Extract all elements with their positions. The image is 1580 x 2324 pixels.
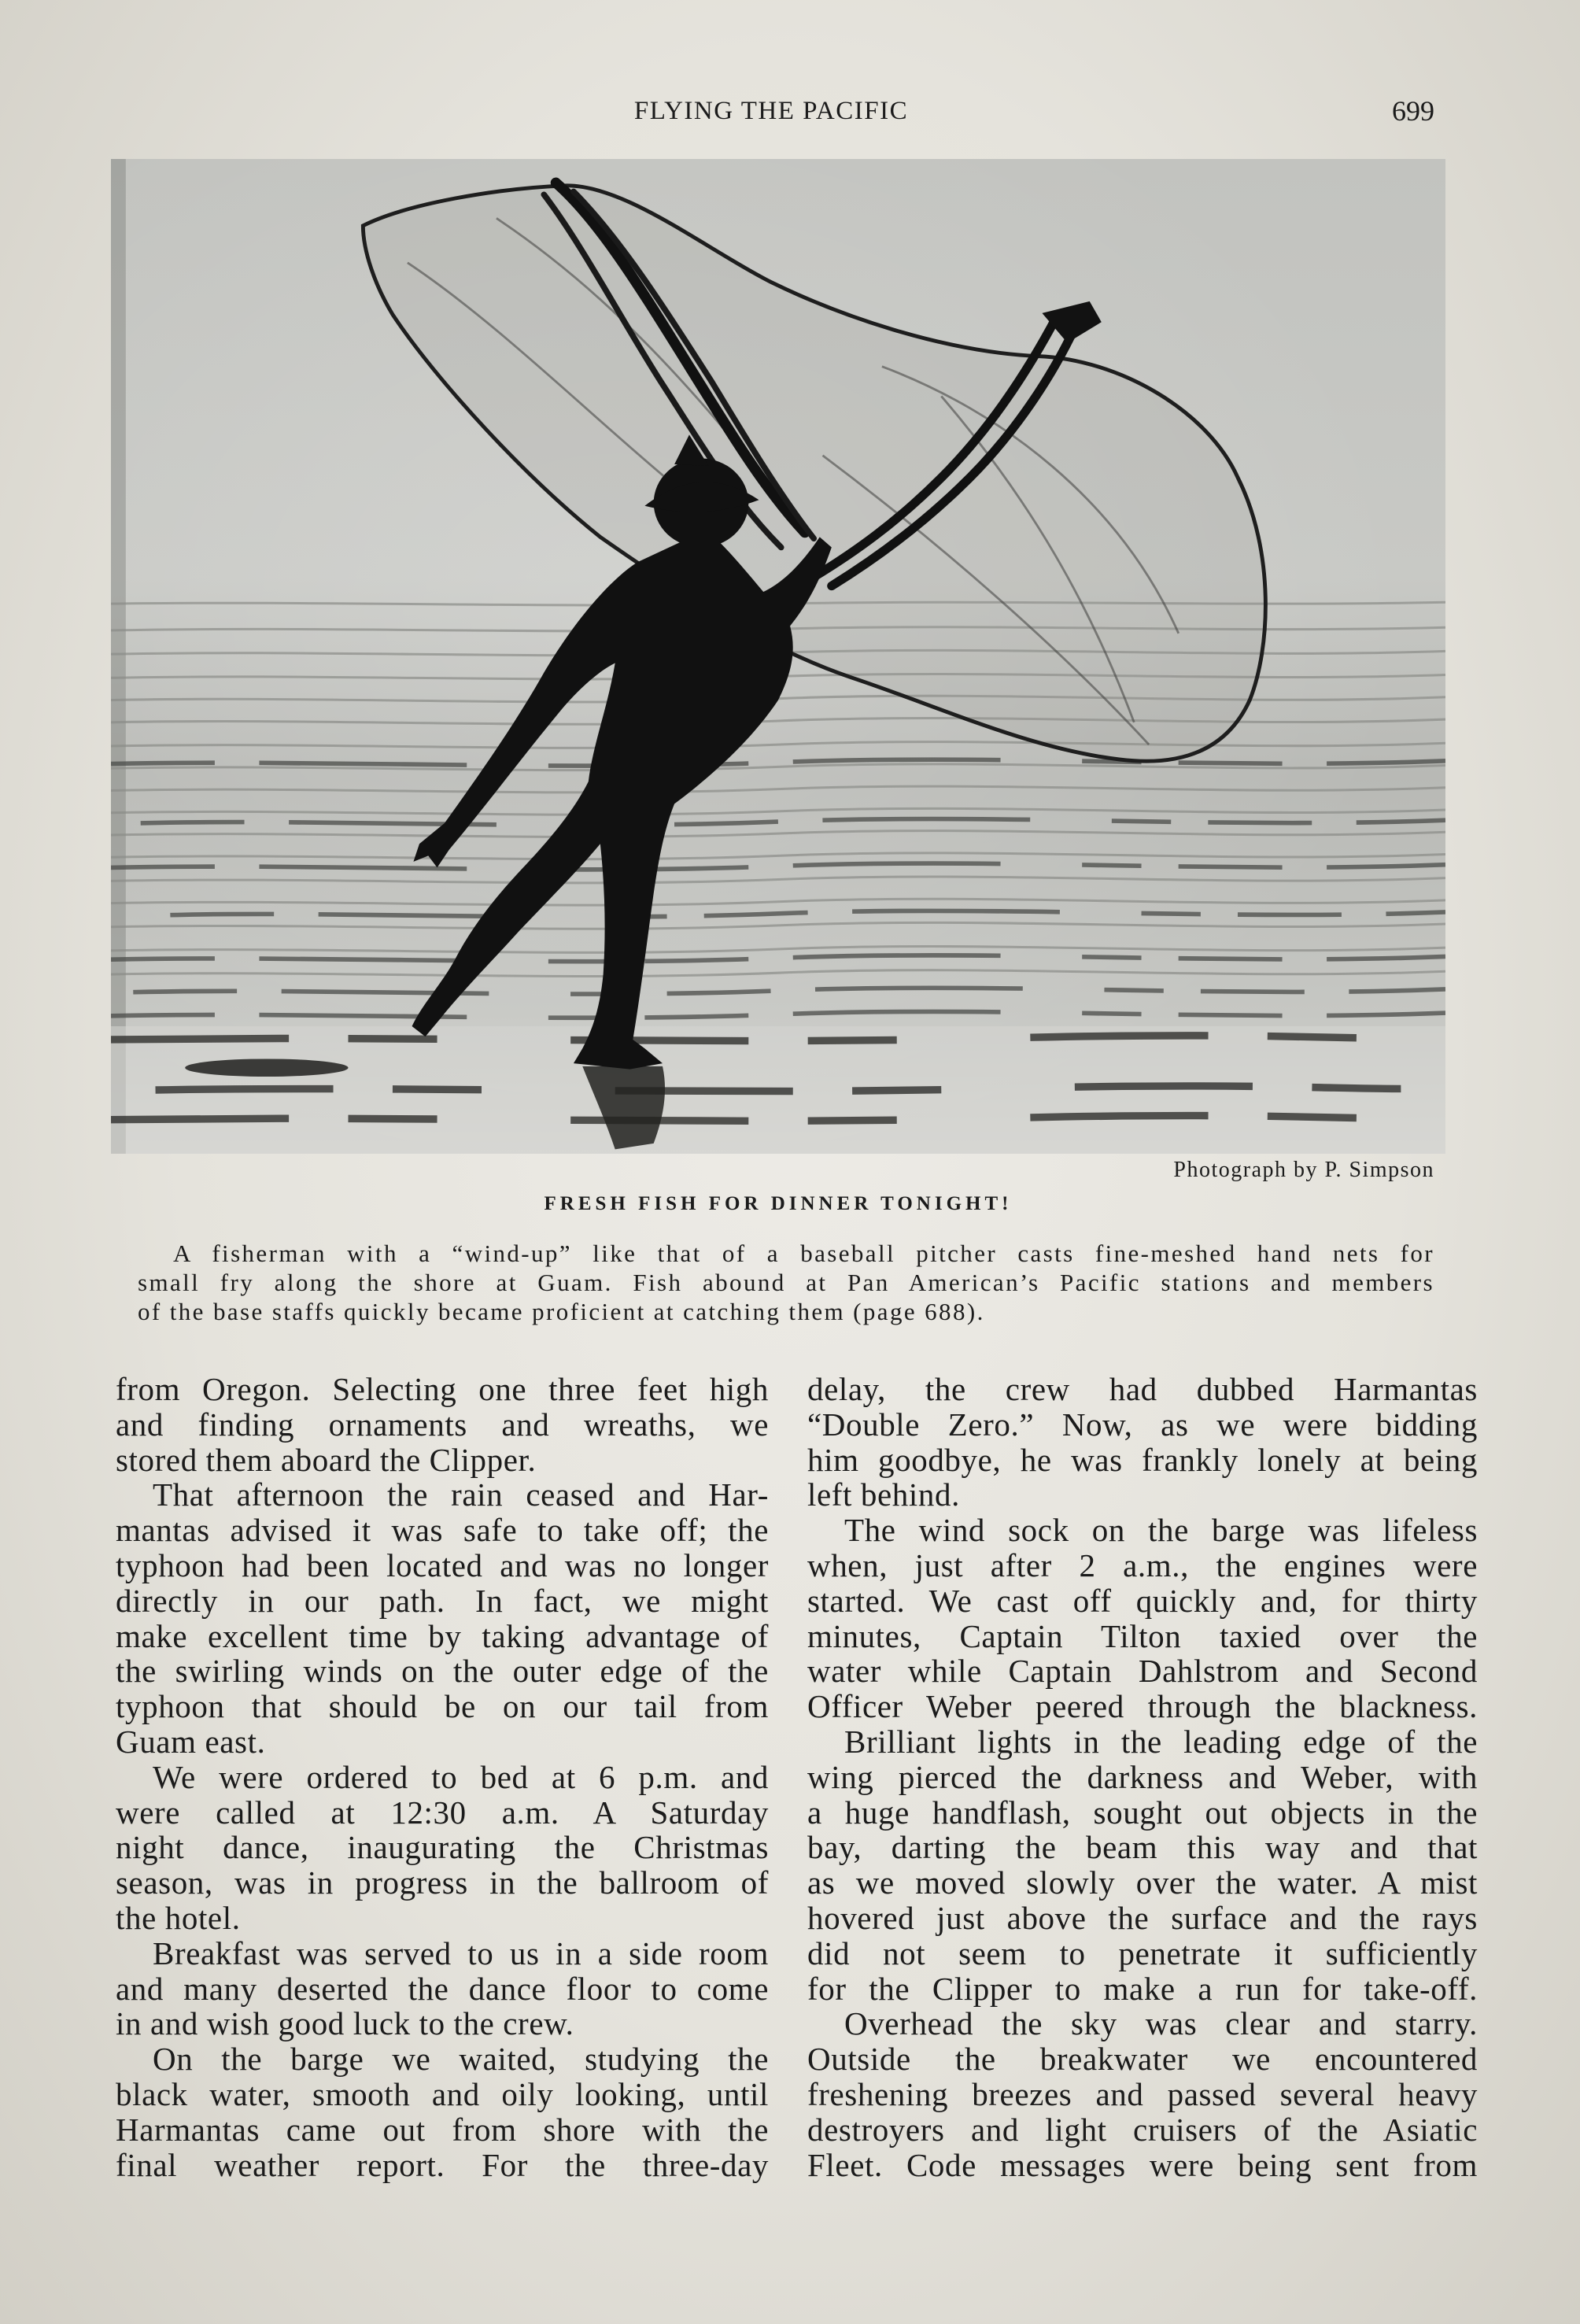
text-line: in and wish good luck to the crew. [116,2005,574,2042]
text-line: Harmantas came out from shore with the [116,2111,769,2148]
text-line: season, was in progress in the ballroom of [116,1864,769,1901]
text-line: Officer Weber peered through the blackness. [807,1688,1478,1725]
text-line: mantas advised it was safe to take off; the [116,1512,769,1549]
text-line: Brilliant lights in the leading edge of the [844,1723,1478,1760]
page-number: 699 [1392,95,1434,127]
caption-text [138,1239,1434,1326]
text-line: typhoon that should be on our tail from [116,1688,769,1725]
text-line: freshening breezes and passed several heavy [807,2075,1478,2112]
text-line: delay, the crew had dubbed Harmantas [807,1371,1478,1407]
text-line: Fleet. Code messages were being sent from [807,2146,1478,2183]
text-line: directly in our path. In fact, we might [116,1582,769,1619]
paragraph [116,2041,769,2182]
caption-line: of the base staffs quickly became proficient at catching them (page 688). [138,1298,985,1325]
text-line: Overhead the sky was clear and starry. [844,2005,1478,2042]
text-line: wing pierced the darkness and Weber, with [807,1758,1478,1795]
photo-fisherman-casting-net [111,159,1445,1154]
text-line: We were ordered to bed at 6 p.m. and [153,1758,769,1795]
text-line: That afternoon the rain ceased and Har- [153,1476,769,1513]
paragraph [807,1372,1478,1513]
photo-edge-shade [111,159,126,1154]
text-line: him goodbye, he was frankly lonely at being [807,1441,1478,1478]
paragraph [116,1936,769,2041]
text-line: from Oregon. Selecting one three feet high [116,1371,769,1407]
text-line: The wind sock on the barge was lifeless [844,1512,1478,1549]
text-line: and many deserted the dance floor to come [116,1970,769,2007]
paragraph [807,2006,1478,2182]
paragraph [116,1372,769,1477]
text-line: did not seem to penetrate it sufficiently [807,1934,1478,1971]
text-line: typhoon had been located and was no longer [116,1546,769,1583]
sand-dark-patch [185,1059,348,1077]
text-line: bay, darting the beam this way and that [807,1829,1478,1866]
paragraph [116,1477,769,1759]
text-line: final weather report. For the three-day [116,2146,769,2183]
paragraph [807,1513,1478,1724]
running-head: FLYING THE PACIFIC [633,97,909,125]
text-line: left behind. [807,1476,960,1513]
caption-title: FRESH FISH FOR DINNER TONIGHT! [544,1193,1013,1214]
text-line: the hotel. [116,1899,241,1936]
text-line: a huge handflash, sought out objects in the [807,1794,1478,1831]
caption-line: small fry along the shore at Guam. Fish abound at Pan American’s Pacific stations and members [138,1269,1434,1296]
text-column-left [116,1372,769,2182]
text-line: water while Captain Dahlstrom and Second [807,1653,1478,1690]
text-line: minutes, Captain Tilton taxied over the [807,1617,1478,1654]
paragraph [116,1760,769,1936]
text-line: Guam east. [116,1723,266,1760]
text-line: stored them aboard the Clipper. [116,1441,537,1478]
text-line: Outside the breakwater we encountered [807,2041,1478,2078]
text-line: night dance, inaugurating the Christmas [116,1829,769,1866]
text-column-right [807,1372,1478,2182]
caption-line: A fisherman with a “wind-up” like that of a baseball pitcher casts fine-meshed hand nets for [173,1240,1434,1267]
text-line: hovered just above the surface and the rays [807,1899,1478,1936]
text-line: as we moved slowly over the water. A mist [807,1864,1478,1901]
photo-credit: Photograph by P. Simpson [1173,1158,1434,1182]
text-line: destroyers and light cruisers of the Asiatic [807,2111,1478,2148]
photo-image [111,159,1445,1154]
text-line: On the barge we waited, studying the [153,2041,769,2078]
text-line: the swirling winds on the outer edge of the [116,1653,769,1690]
text-line: started. We cast off quickly and, for thirty [807,1582,1478,1619]
text-line: and finding ornaments and wreaths, we [116,1406,769,1443]
paragraph [807,1724,1478,2006]
text-line: “Double Zero.” Now, as we were bidding [807,1406,1478,1443]
text-line: Breakfast was served to us in a side room [153,1934,769,1971]
text-line: for the Clipper to make a run for take-off. [807,1970,1478,2007]
text-line: make excellent time by taking advantage of [116,1617,769,1654]
text-line: were called at 12:30 a.m. A Saturday [116,1794,769,1831]
text-line: when, just after 2 a.m., the engines were [807,1546,1478,1583]
text-line: black water, smooth and oily looking, until [116,2075,769,2112]
